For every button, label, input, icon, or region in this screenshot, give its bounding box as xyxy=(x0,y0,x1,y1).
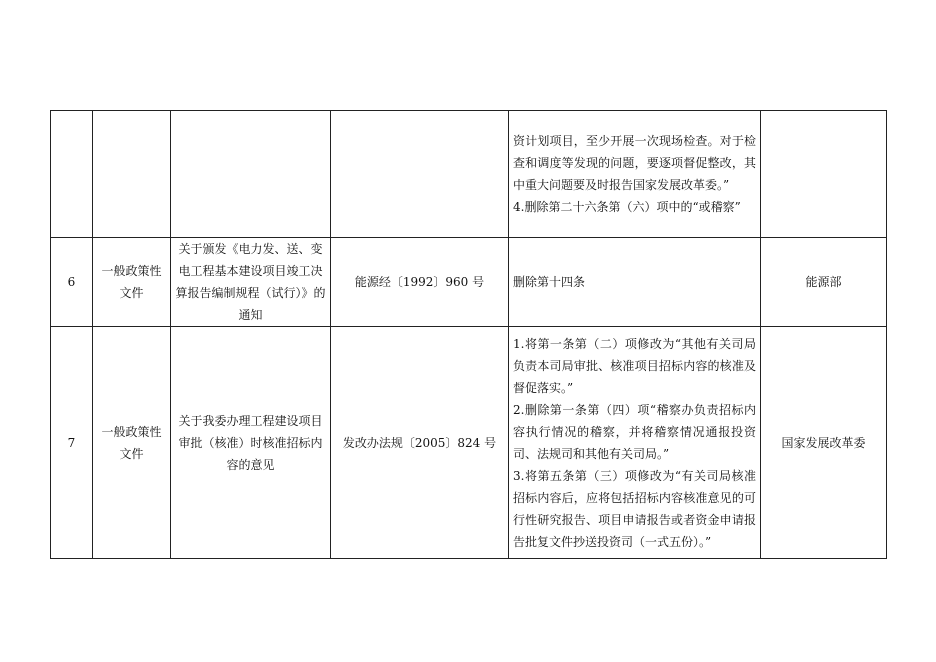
document-number: 发改办法规〔2005〕824 号 xyxy=(331,327,509,559)
change-content xyxy=(509,327,761,559)
change-item: 2.删除第一条第（四）项“稽察办负责招标内容执行情况的稽察，并将稽察情况通报投资司、法规司和其他有关司局。” xyxy=(513,402,756,461)
regulation-table xyxy=(50,110,887,559)
change-item: 3.将第五条第（三）项修改为“有关司局核准招标内容后，应将包括招标内容核准意见的可行性研究报告、项目申请报告或者资金申请报告批复文件抄送投资司（一式五份）。” xyxy=(513,468,756,549)
document-title: 关于颁发《电力发、送、变电工程基本建设项目竣工决算报告编制规程（试行）》的通知 xyxy=(171,238,331,327)
change-item: 资计划项目，至少开展一次现场检查。对于检查和调度等发现的问题，要逐项督促整改，其中重大问题要及时报告国家发展改革委。” xyxy=(513,134,756,192)
change-item: 删除第十四条 xyxy=(513,275,586,289)
document-category: 一般政策性文件 xyxy=(93,327,171,559)
document-number: 能源经〔1992〕960 号 xyxy=(331,238,509,327)
table-row xyxy=(51,238,887,327)
row-number xyxy=(51,111,93,238)
responsible-department: 国家发展改革委 xyxy=(761,327,887,559)
document-title xyxy=(171,111,331,238)
document-category: 一般政策性文件 xyxy=(93,238,171,327)
document-number xyxy=(331,111,509,238)
responsible-department xyxy=(761,111,887,238)
document-title: 关于我委办理工程建设项目审批（核准）时核准招标内容的意见 xyxy=(171,327,331,559)
change-item: 4.删除第二十六条第（六）项中的“或稽察” xyxy=(513,200,741,214)
table-row xyxy=(51,111,887,238)
change-content xyxy=(509,238,761,327)
responsible-department: 能源部 xyxy=(761,238,887,327)
change-content xyxy=(509,111,761,238)
document-category xyxy=(93,111,171,238)
change-item: 1.将第一条第（二）项修改为“其他有关司局负责本司局审批、核准项目招标内容的核准及督促落实。” xyxy=(513,336,756,395)
table-row xyxy=(51,327,887,559)
row-number: 6 xyxy=(51,238,93,327)
row-number: 7 xyxy=(51,327,93,559)
